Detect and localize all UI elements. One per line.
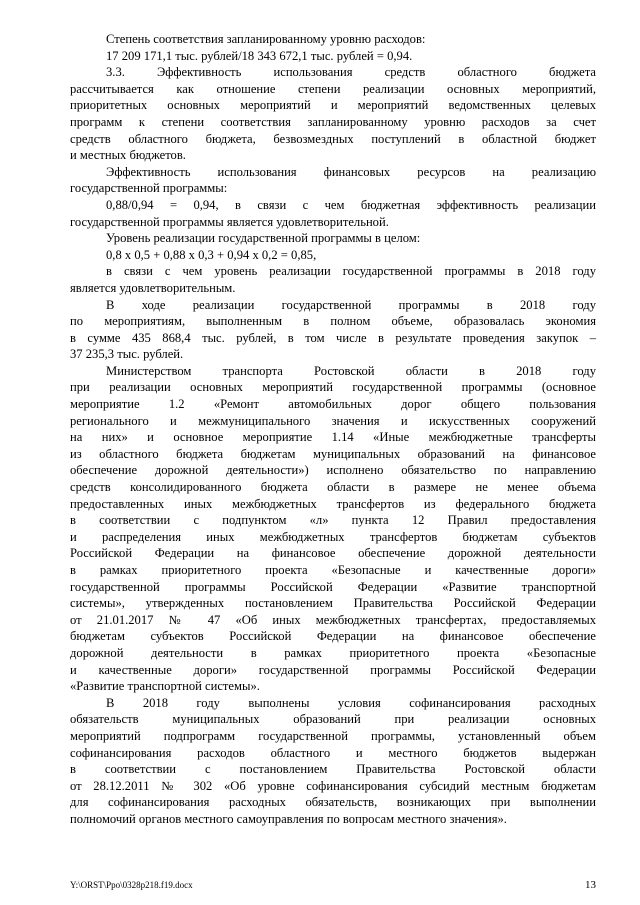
text-line: Эффективность использования финансовых ресурсов на реализацию — [106, 164, 596, 179]
text-line: по мероприятиям, выполненным в полном объеме, образовалась экономия — [70, 314, 596, 329]
text-line: дорожной деятельности в рамках приоритетного проекта «Безопасные — [70, 645, 596, 660]
text-line: 0,8 х 0,5 + 0,88 х 0,3 + 0,94 х 0,2 = 0,85, — [106, 247, 317, 262]
text-line: Степень соответствия запланированному уровню расходов: — [106, 32, 426, 46]
text-line: В ходе реализации государственной программы в 2018 году — [106, 297, 596, 312]
text-line: при реализации основных мероприятий государственной программы (основное — [70, 380, 596, 395]
text-line: Российской Федерации на финансовое обеспечение дорожной деятельности — [70, 546, 596, 561]
text-line: 0,88/0,94 = 0,94, в связи с чем бюджетная эффективность реализации — [106, 197, 596, 212]
text-line: из областного бюджета бюджетам муниципальных образований на финансовое — [70, 446, 596, 461]
body-text — [70, 31, 596, 828]
text-line: средств консолидированного бюджета области в размере не менее объема — [70, 480, 596, 495]
text-line: программ к степени соответствия запланированному уровню расходов за счет — [70, 114, 596, 129]
text-line: государственной программы: — [70, 181, 228, 196]
text-line: и качественные дороги» государственной программы Российской Федерации — [70, 662, 596, 677]
text-line: обеспечение дорожной деятельности») исполнено обязательство по направлению — [70, 463, 596, 478]
text-line: от 21.01.2017 № 47 «Об иных межбюджетных трансфертах, предоставляемых — [70, 612, 596, 627]
text-line: регионального и межмуниципального значения и искусственных сооружений — [70, 413, 596, 428]
text-line: системы», утвержденных постановлением Правительства Российской Федерации — [70, 596, 596, 611]
text-line: и распределения иных межбюджетных трансфертов бюджетам субъектов — [70, 529, 596, 544]
text-line: мероприятий подпрограмм государственной программы, установленный объем — [70, 728, 596, 743]
text-line: средств областного бюджета, безвозмездных поступлений в областной бюджет — [70, 131, 596, 146]
text-line: 17 209 171,1 тыс. рублей/18 343 672,1 тыс. рублей = 0,94. — [106, 48, 413, 63]
text-line: 37 235,3 тыс. рублей. — [70, 347, 184, 362]
text-line: предоставленных иных межбюджетных трансфертов из федерального бюджета — [70, 496, 596, 511]
text-line: и местных бюджетов. — [70, 148, 186, 163]
footer-file-path: Y:\ORST\Ppo\0328p218.f19.docx — [70, 880, 193, 890]
text-line: В 2018 году выполнены условия софинансирования расходных — [106, 695, 596, 710]
text-line: полномочий органов местного самоуправления по вопросам местного значения». — [70, 811, 507, 826]
text-line: для софинансирования расходных обязательств, возникающих при выполнении — [70, 795, 596, 810]
text-line: Уровень реализации государственной программы в целом: — [106, 231, 421, 246]
text-line: от 28.12.2011 № 302 «Об уровне софинансирования субсидий местным бюджетам — [70, 778, 596, 793]
text-line: бюджетам субъектов Российской Федерации на финансовое обеспечение — [70, 629, 596, 644]
text-line: в рамках приоритетного проекта «Безопасные и качественные дороги» — [70, 563, 596, 577]
text-line: на них» и основное мероприятие 1.14 «Иные межбюджетные трансферты — [70, 430, 596, 445]
text-line: государственной программы является удовлетворительной. — [70, 214, 389, 229]
text-line: является удовлетворительным. — [70, 280, 236, 295]
text-line: софинансирования расходов областного и местного бюджетов выдержан — [70, 745, 596, 760]
text-line: обязательств муниципальных образований при реализации основных — [70, 712, 596, 727]
text-line: Министерством транспорта Ростовской области в 2018 году — [106, 363, 596, 378]
text-line: рассчитывается как отношение степени реализации основных мероприятий, — [70, 81, 596, 96]
text-line: приоритетных основных мероприятий и мероприятий ведомственных целевых — [70, 98, 596, 113]
text-line: 3.3. Эффективность использования средств областного бюджета — [106, 65, 596, 80]
page-number: 13 — [585, 879, 596, 891]
text-line: в соответствии с постановлением Правительства Ростовской области — [70, 762, 596, 777]
text-line: государственной программы Российской Федерации «Развитие транспортной — [70, 579, 596, 594]
text-line: «Развитие транспортной системы». — [70, 679, 260, 694]
text-line: мероприятие 1.2 «Ремонт автомобильных дорог общего пользования — [70, 397, 596, 412]
text-line: в сумме 435 868,4 тыс. рублей, в том числе в результате проведения закупок – — [70, 330, 596, 345]
text-line: в связи с чем уровень реализации государственной программы в 2018 году — [106, 264, 596, 279]
text-line: в соответствии с подпунктом «л» пункта 12 Правил предоставления — [70, 513, 596, 528]
